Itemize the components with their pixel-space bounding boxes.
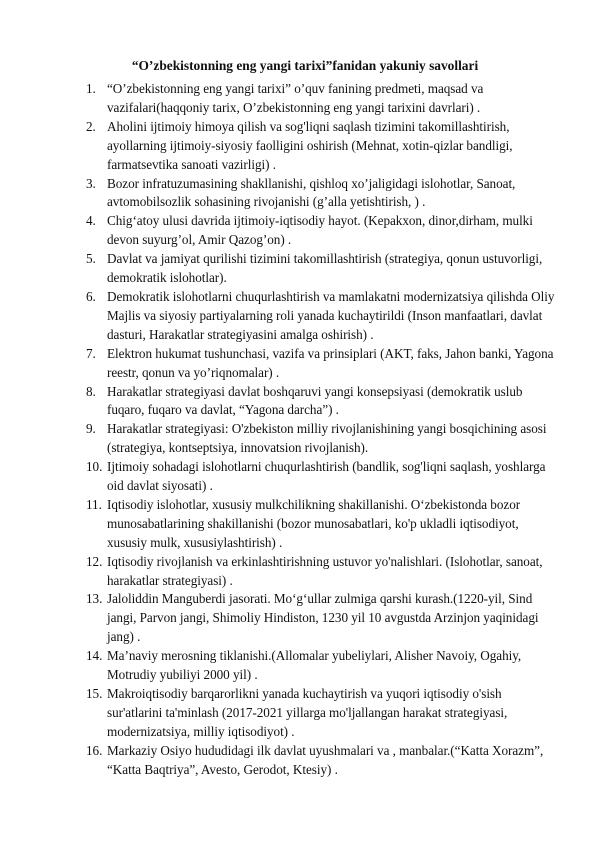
question-number: 13. [86,591,103,607]
question-number: 12. [86,553,103,569]
question-text: Demokratik islohotlarni chuqurlashtirish va mamlakatni modernizatsiya qilishda Oliy Majlis va siyosiy partiyalarning roli yanada kuchaytirildi (Inson manfaatlari, davlat dasturi, Harakatlar strategiyasini amalga oshirish) . [107,288,555,342]
document-title: “O’zbekistonning eng yangi tarixi”fanidan yakuniy savollari [131,58,479,73]
question-number: 6. [86,288,96,304]
question-text: Davlat va jamiyat qurilishi tizimini takomillashtirish (strategiya, qonun ustuvorligi, demokratik islohotlar). [107,251,543,286]
question-number: 9. [86,421,96,437]
question-text: Ijtimoiy sohadagi islohotlarni chuqurlashtirish (bandlik, sog'liqni saqlash, yoshlarga oid davlat siyosati) . [107,459,546,494]
list-item [86,80,556,118]
question-number: 4. [86,213,96,229]
question-number: 16. [86,742,103,758]
list-item [86,553,556,591]
list-item [86,118,556,175]
list-item [86,288,556,345]
question-number: 11. [86,496,102,512]
question-text: Bozor infratuzumasining shakllanishi, qishloq xo’jaligidagi islohotlar, Sanoat, avtomobilsozlik sohasining rivojanishi (g’alla yetishtirish, ) . [107,175,516,210]
question-text: Ma’naviy merosning tiklanishi.(Allomalar yubeliylari, Alisher Navoiy, Ogahiy, Motrudiy yubiliyi 2000 yil) . [107,648,522,683]
question-text: Harakatlar strategiyasi: O'zbekiston milliy rivojlanishining yangi bosqichining asosi (strategiya, kontseptsiya, innovatsion rivojlanish). [107,421,547,456]
question-text: Markaziy Osiyo hududidagi ilk davlat uyushmalari va , manbalar.(“Katta Xorazm”, “Katta Baqtriya”, Avesto, Gerodot, Ktesiy) . [107,742,544,777]
list-item [86,458,556,496]
question-text: Chig‘atoy ulusi davrida ijtimoiy-iqtisodiy hayot. (Kepakxon, dinor,dirham, mulki devon suyurg’ol, Amir Qazog’on) . [107,213,533,248]
question-number: 7. [86,345,96,361]
list-item [86,212,556,250]
question-text: Harakatlar strategiyasi davlat boshqaruvi yangi konsepsiyasi (demokratik uslub fuqaro, fuqaro va davlat, “Yagona darcha”) . [107,383,523,418]
question-number: 8. [86,383,96,399]
question-text: Iqtisodiy islohotlar, xususiy mulkchilikning shakillanishi. O‘zbekistonda bozor munosabatlarining shakillanishi (bozor munosabatlari, ko'p ukladli iqtisodiyot, xususiy mulk, xususiylashtirish) . [107,496,521,550]
list-item [86,175,556,213]
list-item [86,496,556,553]
list-item [86,420,556,458]
question-number: 14. [86,648,103,664]
list-item [86,250,556,288]
question-text: Aholini ijtimoiy himoya qilish va sog'liqni saqlash tizimini takomillashtirish, ayollarning ijtimoiy-siyosiy faolligini oshirish (Mehnat, xotin-qizlar bandligi, farmatsevtika sanoati vazirligi) . [107,118,513,172]
list-item [86,345,556,383]
question-text: Iqtisodiy rivojlanish va erkinlashtirishning ustuvor yo'nalishlari. (Islohotlar, sanoat, harakatlar strategiyasi) . [107,553,543,588]
question-number: 15. [86,686,103,701]
list-item [86,590,556,647]
list-item [86,647,556,685]
list-item [86,383,556,421]
question-list [86,80,556,780]
list-item [86,742,556,780]
question-number: 10. [86,459,103,475]
question-number: 1. [86,81,96,96]
question-number: 3. [86,175,96,191]
question-text: “O’zbekistonning eng yangi tarixi” o’quv fanining predmeti, maqsad va vazifalari(haqqoniy tarix, O’zbekistonning eng yangi tarixini davrlari) . [107,81,484,115]
question-text: Jaloliddin Manguberdi jasorati. Mo‘g‘ullar zulmiga qarshi kurash.(1220-yil, Sind jangi, Parvon jangi, Shimoliy Hindiston, 1230 yil 10 avgustda Arzinjon yaqinidagi jang) . [107,591,539,645]
list-item [86,685,556,742]
question-number: 5. [86,251,96,267]
question-text: Elektron hukumat tushunchasi, vazifa va prinsiplari (AKT, faks, Jahon banki, Yagona reestr, qonun va yo’riqnomalar) . [107,345,554,380]
question-number: 2. [86,118,96,134]
question-text: Makroiqtisodiy barqarorlikni yanada kuchaytirish va yuqori iqtisodiy o'sish sur'atlarini ta'minlash (2017-2021 yillarga mo'ljallangan harakat strategiyasi, modernizatsiya, milliy iqtisodiyot) . [107,686,508,739]
